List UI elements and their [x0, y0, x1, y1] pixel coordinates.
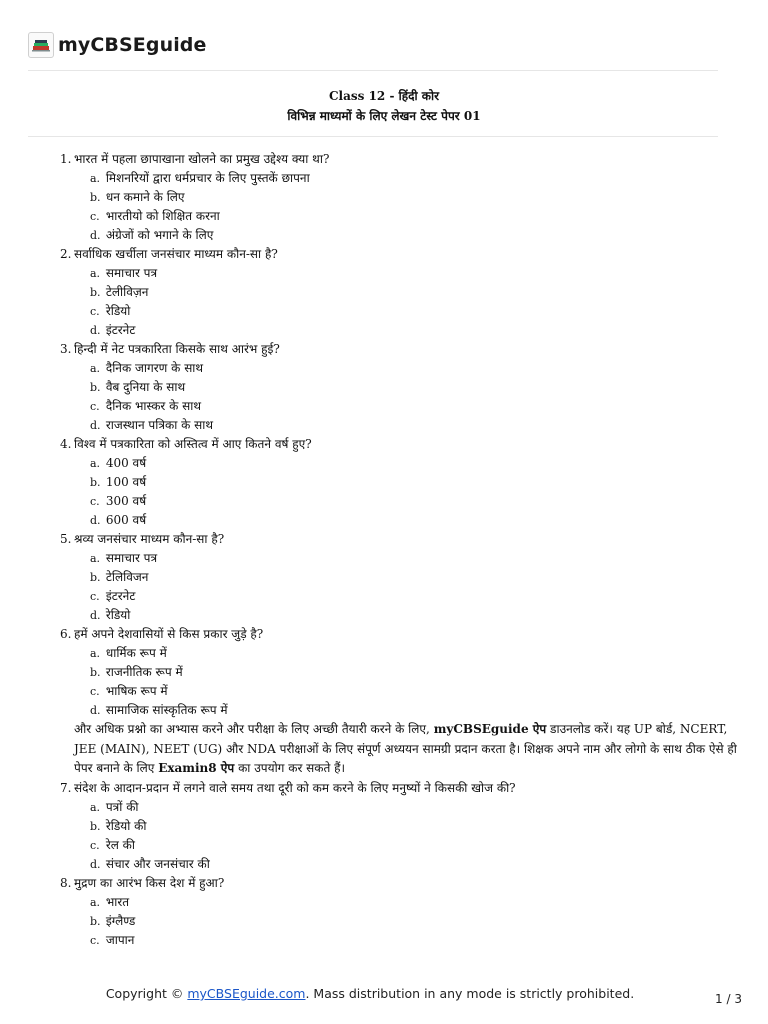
question-text [60, 150, 740, 169]
option-item [60, 931, 740, 950]
option-letter: a. [90, 552, 101, 565]
option-letter: a. [90, 267, 101, 280]
question-number: 4. [60, 437, 72, 451]
option-list [60, 454, 740, 530]
option-letter: d. [90, 609, 101, 622]
question-label: भारत में पहला छापाखाना खोलने का प्रमुख उद्देश्य क्या था? [74, 152, 330, 166]
option-text: जापान [105, 932, 135, 947]
option-text: सामाजिक सांस्कृतिक रूप में [105, 703, 228, 717]
question-item [60, 245, 740, 340]
option-item [60, 321, 740, 340]
option-text: रेडियो [105, 304, 131, 318]
promo-text-3: का उपयोग कर सकते हैं। [238, 761, 346, 775]
header-divider [28, 70, 718, 71]
option-item [60, 359, 740, 378]
option-text: धन कमाने के लिए [105, 190, 185, 204]
question-text [60, 245, 740, 264]
option-item [60, 416, 740, 435]
option-list [60, 264, 740, 340]
option-text: रेल की [105, 837, 136, 852]
questions-content [60, 150, 740, 950]
option-item [60, 397, 740, 416]
option-item [60, 817, 740, 836]
question-text [60, 530, 740, 549]
option-letter: c. [90, 305, 100, 318]
option-item [60, 644, 740, 663]
question-number: 3. [60, 342, 72, 356]
option-text: इंग्लैण्ड [105, 913, 136, 928]
footer-link[interactable]: myCBSEguide.com [187, 986, 306, 1001]
option-item [60, 912, 740, 931]
promo-text-2: डाउनलोड करें। यह UP बोर्ड, NCERT, JEE (MAIN), NEET (UG) और NDA परीक्षाओं के लिए संपूर्ण अध्ययन सामग्री प्रदान करता है। शिक्षक अपने नाम और लोगो के साथ ठीक ऐसे ही पेपर बनाने के लिए [74, 722, 737, 775]
option-letter: d. [90, 857, 101, 871]
option-letter: a. [90, 800, 101, 814]
option-text: 300 वर्ष [105, 494, 147, 508]
option-letter: d. [90, 324, 101, 337]
option-item [60, 682, 740, 701]
option-text: संचार और जनसंचार की [105, 856, 210, 871]
option-list [60, 893, 740, 950]
option-letter: b. [90, 819, 101, 833]
question-text [60, 340, 740, 359]
option-item [60, 283, 740, 302]
question-label: हमें अपने देशवासियों से किस प्रकार जुड़े है? [74, 627, 264, 641]
option-text: भारतीयो को शिक्षित करना [105, 209, 220, 223]
option-text: दैनिक जागरण के साथ [105, 361, 204, 375]
question-item [60, 779, 740, 874]
option-item [60, 302, 740, 321]
option-letter: b. [90, 191, 101, 204]
footer [0, 986, 740, 1001]
option-item [60, 836, 740, 855]
question-text [60, 435, 740, 454]
option-text: पत्रों की [105, 799, 139, 814]
option-text: भाषिक रूप में [105, 684, 168, 698]
option-text: रेडियो की [105, 818, 147, 833]
option-list [60, 644, 740, 720]
option-text: राजनीतिक रूप में [105, 665, 183, 679]
option-item [60, 549, 740, 568]
question-item [60, 340, 740, 435]
question-label: हिन्दी में नेट पत्रकारिता किसके साथ आरंभ हुई? [74, 342, 280, 356]
option-text: धार्मिक रूप में [105, 646, 167, 660]
option-item [60, 264, 740, 283]
question-list-b [60, 779, 740, 950]
question-number: 5. [60, 532, 72, 546]
question-number: 2. [60, 247, 72, 261]
brand-name[interactable]: myCBSEguide [58, 34, 207, 56]
footer-notice: . Mass distribution in any mode is strictly prohibited. [305, 986, 635, 1001]
question-text [60, 779, 740, 798]
option-letter: d. [90, 229, 101, 242]
paper-title [0, 86, 768, 126]
question-item [60, 530, 740, 625]
option-text: 100 वर्ष [105, 475, 147, 489]
option-text: रेडियो [105, 608, 131, 622]
question-label: श्रव्य जनसंचार माध्यम कौन-सा है? [74, 532, 225, 546]
question-item [60, 874, 740, 950]
option-item [60, 378, 740, 397]
option-item [60, 492, 740, 511]
option-item [60, 207, 740, 226]
option-letter: b. [90, 286, 101, 299]
option-letter: b. [90, 666, 101, 679]
question-text [60, 625, 740, 644]
book-logo-icon [28, 32, 54, 58]
option-letter: a. [90, 647, 101, 660]
page-number: 1 / 3 [715, 992, 742, 1006]
promo-app-name[interactable]: myCBSEguide ऐप [433, 722, 547, 736]
title-line-1: Class 12 - हिंदी कोर [329, 89, 439, 103]
promo-text-1: और अधिक प्रश्नो का अभ्यास करने और परीक्षा के लिए अच्छी तैयारी करने के लिए, [74, 722, 430, 736]
option-text: अंग्रेजों को भगाने के लिए [105, 228, 214, 242]
option-item [60, 587, 740, 606]
option-item [60, 226, 740, 245]
option-letter: b. [90, 571, 101, 584]
option-letter: b. [90, 476, 101, 489]
question-number: 1. [60, 152, 72, 166]
option-text: इंटरनेट [105, 323, 136, 337]
header [28, 30, 207, 60]
option-letter: c. [90, 838, 100, 852]
option-item [60, 798, 740, 817]
option-letter: d. [90, 514, 101, 527]
option-text: 400 वर्ष [105, 456, 147, 470]
option-text: टेलीविज़न [105, 285, 149, 299]
option-item [60, 188, 740, 207]
option-item [60, 701, 740, 720]
option-letter: a. [90, 457, 101, 470]
question-item [60, 435, 740, 530]
option-item [60, 893, 740, 912]
option-text: 600 वर्ष [105, 513, 147, 527]
option-item [60, 568, 740, 587]
option-letter: c. [90, 210, 100, 223]
question-list-a [60, 150, 740, 720]
option-letter: c. [90, 590, 100, 603]
option-text: समाचार पत्र [105, 551, 158, 565]
question-number: 7. [60, 780, 72, 795]
title-divider [28, 136, 718, 137]
question-item [60, 150, 740, 245]
option-letter: b. [90, 381, 101, 394]
question-label: सर्वाधिक खर्चीला जनसंचार माध्यम कौन-सा है? [74, 247, 278, 261]
option-item [60, 454, 740, 473]
option-item [60, 606, 740, 625]
option-text: मिशनरियों द्वारा धर्मप्रचार के लिए पुस्तकें छापना [105, 171, 310, 185]
option-list [60, 798, 740, 874]
option-item [60, 169, 740, 188]
option-letter: c. [90, 495, 100, 508]
option-letter: a. [90, 895, 101, 909]
question-label: मुद्रण का आरंभ किस देश में हुआ? [74, 875, 225, 890]
option-letter: c. [90, 400, 100, 413]
promo-examin8-name[interactable]: Examin8 ऐप [158, 761, 235, 775]
option-list [60, 169, 740, 245]
promo-paragraph [60, 720, 744, 779]
option-letter: d. [90, 704, 101, 717]
question-label: विश्व में पत्रकारिता को अस्तित्व में आए कितने वर्ष हुए? [74, 437, 312, 451]
question-text [60, 874, 740, 893]
option-letter: d. [90, 419, 101, 432]
option-letter: a. [90, 172, 101, 185]
option-letter: c. [90, 933, 100, 947]
question-number: 6. [60, 627, 72, 641]
option-text: भारत [105, 894, 130, 909]
footer-copyright: Copyright © [105, 986, 184, 1001]
option-item [60, 855, 740, 874]
option-text: समाचार पत्र [105, 266, 158, 280]
option-text: इंटरनेट [105, 589, 136, 603]
option-item [60, 511, 740, 530]
question-item [60, 625, 740, 720]
option-text: वैब दुनिया के साथ [105, 380, 186, 394]
question-number: 8. [60, 875, 72, 890]
option-text: राजस्थान पत्रिका के साथ [105, 418, 214, 432]
option-list [60, 359, 740, 435]
option-item [60, 473, 740, 492]
option-text: टेलिविजन [105, 570, 149, 584]
option-letter: c. [90, 685, 100, 698]
option-list [60, 549, 740, 625]
option-text: दैनिक भास्कर के साथ [105, 399, 202, 413]
question-label: संदेश के आदान-प्रदान में लगने वाले समय तथा दूरी को कम करने के लिए मनुष्यों ने किसकी खोज की? [74, 780, 516, 795]
option-item [60, 663, 740, 682]
option-letter: a. [90, 362, 101, 375]
option-letter: b. [90, 914, 101, 928]
title-line-2: विभिन्न माध्यमों के लिए लेखन टेस्ट पेपर 01 [287, 109, 481, 123]
